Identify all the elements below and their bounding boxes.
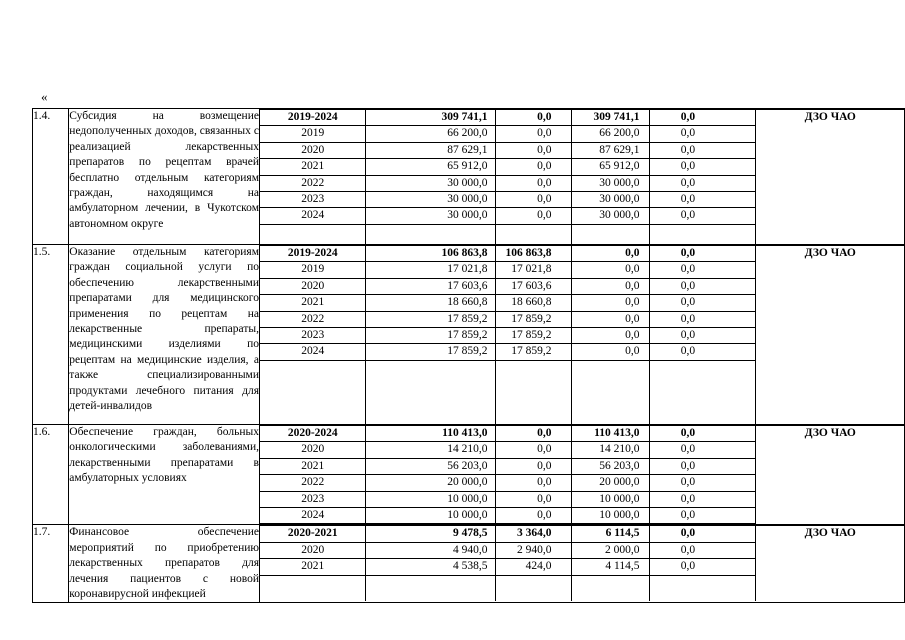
total-line <box>260 526 904 542</box>
amount-cell: 0,0 <box>650 526 756 542</box>
amount-cell: 0,0 <box>650 278 756 294</box>
responsible-agency: ДЗО ЧАО <box>756 246 904 425</box>
responsible-agency: ДЗО ЧАО <box>756 526 904 602</box>
total-line <box>260 246 904 262</box>
amount-cell: 0,0 <box>650 175 756 191</box>
amount-cell: 30 000,0 <box>366 175 496 191</box>
amount-cell: 0,0 <box>650 542 756 558</box>
amount-cell: 106 863,8 <box>496 246 572 262</box>
amount-cell: 10 000,0 <box>572 508 650 524</box>
period-cell: 2020-2024 <box>260 426 366 442</box>
period-cell: 2024 <box>260 208 366 224</box>
amount-cell: 0,0 <box>650 458 756 474</box>
amount-cell: 18 660,8 <box>496 295 572 311</box>
empty-cell <box>496 224 572 244</box>
amount-cell: 10 000,0 <box>366 508 496 524</box>
amount-cell: 30 000,0 <box>572 192 650 208</box>
amount-cell: 0,0 <box>650 159 756 175</box>
amount-cell: 0,0 <box>650 246 756 262</box>
amount-cell: 30 000,0 <box>572 175 650 191</box>
period-cell: 2021 <box>260 159 366 175</box>
period-cell: 2024 <box>260 344 366 360</box>
amount-cell: 106 863,8 <box>366 246 496 262</box>
amount-cell: 14 210,0 <box>366 442 496 458</box>
period-cell: 2019 <box>260 126 366 142</box>
amount-cell: 0,0 <box>650 328 756 344</box>
empty-cell <box>260 360 366 424</box>
amount-cell: 0,0 <box>496 192 572 208</box>
amount-cell: 0,0 <box>496 159 572 175</box>
empty-cell <box>260 224 366 244</box>
amount-cell: 0,0 <box>650 491 756 507</box>
period-cell: 2022 <box>260 311 366 327</box>
period-cell: 2020 <box>260 442 366 458</box>
amount-cell: 6 114,5 <box>572 526 650 542</box>
period-cell: 2019 <box>260 262 366 278</box>
amount-cell: 0,0 <box>496 491 572 507</box>
amount-cell: 4 114,5 <box>572 559 650 575</box>
amount-cell: 17 021,8 <box>366 262 496 278</box>
amount-cell: 0,0 <box>650 442 756 458</box>
financing-cells <box>259 425 904 525</box>
responsible-agency: ДЗО ЧАО <box>756 426 904 525</box>
amount-cell: 66 200,0 <box>366 126 496 142</box>
amount-cell: 65 912,0 <box>366 159 496 175</box>
amount-cell: 0,0 <box>496 208 572 224</box>
amount-cell: 30 000,0 <box>366 192 496 208</box>
amount-cell: 4 940,0 <box>366 542 496 558</box>
measure-number: 1.5. <box>33 245 69 425</box>
empty-cell <box>366 575 496 601</box>
empty-cell <box>496 575 572 601</box>
amount-cell: 20 000,0 <box>366 475 496 491</box>
period-cell: 2020 <box>260 142 366 158</box>
amount-cell: 17 859,2 <box>496 311 572 327</box>
amount-cell: 0,0 <box>572 311 650 327</box>
period-cell: 2023 <box>260 328 366 344</box>
amount-cell: 17 859,2 <box>496 328 572 344</box>
amount-cell: 0,0 <box>650 192 756 208</box>
amount-cell: 3 364,0 <box>496 526 572 542</box>
amount-cell: 0,0 <box>496 426 572 442</box>
period-cell: 2020 <box>260 542 366 558</box>
amount-cell: 17 859,2 <box>496 344 572 360</box>
amount-cell: 0,0 <box>650 311 756 327</box>
amount-cell: 0,0 <box>572 246 650 262</box>
measure-number: 1.6. <box>33 425 69 525</box>
amount-cell: 0,0 <box>572 262 650 278</box>
empty-cell <box>572 224 650 244</box>
amount-cell: 0,0 <box>650 110 756 126</box>
amount-cell: 65 912,0 <box>572 159 650 175</box>
empty-cell <box>496 360 572 424</box>
amount-cell: 17 859,2 <box>366 344 496 360</box>
total-line <box>260 110 904 126</box>
amount-cell: 0,0 <box>496 110 572 126</box>
amount-cell: 0,0 <box>650 344 756 360</box>
amount-cell: 0,0 <box>572 278 650 294</box>
amount-cell: 309 741,1 <box>366 110 496 126</box>
period-cell: 2020-2021 <box>260 526 366 542</box>
period-cell: 2024 <box>260 508 366 524</box>
amount-cell: 0,0 <box>650 208 756 224</box>
period-cell: 2023 <box>260 192 366 208</box>
measure-row <box>33 245 905 425</box>
empty-cell <box>366 360 496 424</box>
amount-cell: 0,0 <box>496 508 572 524</box>
amount-cell: 56 203,0 <box>366 458 496 474</box>
amount-cell: 0,0 <box>650 126 756 142</box>
period-cell: 2021 <box>260 458 366 474</box>
measure-row <box>33 109 905 245</box>
empty-cell <box>366 224 496 244</box>
empty-cell <box>572 360 650 424</box>
empty-cell <box>260 575 366 601</box>
empty-cell <box>572 575 650 601</box>
measure-row <box>33 425 905 525</box>
amount-cell: 0,0 <box>572 328 650 344</box>
amount-cell: 17 021,8 <box>496 262 572 278</box>
amount-cell: 0,0 <box>572 295 650 311</box>
period-cell: 2022 <box>260 475 366 491</box>
amount-cell: 66 200,0 <box>572 126 650 142</box>
measure-number: 1.7. <box>33 525 69 603</box>
amount-cell: 18 660,8 <box>366 295 496 311</box>
amount-cell: 424,0 <box>496 559 572 575</box>
amount-cell: 20 000,0 <box>572 475 650 491</box>
amount-cell: 17 603,6 <box>496 278 572 294</box>
amount-cell: 87 629,1 <box>572 142 650 158</box>
amount-cell: 14 210,0 <box>572 442 650 458</box>
opening-quote: « <box>41 89 48 104</box>
amount-cell: 0,0 <box>572 344 650 360</box>
amount-cell: 30 000,0 <box>366 208 496 224</box>
measure-name: Оказание отдельным категориям граждан социальной услуги по обеспечению лекарственными препаратами для медицинского применения по рецептам на лекарственные препараты, медицинскими изделиями по рецептам на медицинские изделия, а также специализированными продуктами лечебного питания для детей-инвалидов <box>69 245 260 425</box>
amount-cell: 309 741,1 <box>572 110 650 126</box>
amount-cell: 0,0 <box>650 426 756 442</box>
financing-cells <box>259 525 904 603</box>
measure-row <box>33 525 905 603</box>
period-cell: 2019-2024 <box>260 246 366 262</box>
amount-cell: 0,0 <box>650 508 756 524</box>
measure-number: 1.4. <box>33 109 69 245</box>
period-cell: 2022 <box>260 175 366 191</box>
amount-cell: 17 859,2 <box>366 311 496 327</box>
amount-cell: 87 629,1 <box>366 142 496 158</box>
amount-cell: 9 478,5 <box>366 526 496 542</box>
period-cell: 2019-2024 <box>260 110 366 126</box>
amount-cell: 110 413,0 <box>572 426 650 442</box>
amount-cell: 0,0 <box>496 458 572 474</box>
financing-cells <box>259 245 904 425</box>
measure-name: Субсидия на возмещение недополученных доходов, связанных с реализацией лекарственных препаратов по рецептам врачей бесплатно отдельным категориям граждан, находящимся на амбулаторном лечении, в Чукотском автономном округе <box>69 109 260 245</box>
period-cell: 2020 <box>260 278 366 294</box>
period-cell: 2021 <box>260 295 366 311</box>
amount-cell: 0,0 <box>496 175 572 191</box>
amount-cell: 0,0 <box>496 442 572 458</box>
amount-cell: 0,0 <box>496 475 572 491</box>
amount-cell: 10 000,0 <box>572 491 650 507</box>
amount-cell: 0,0 <box>650 475 756 491</box>
empty-cell <box>650 360 756 424</box>
amount-cell: 4 538,5 <box>366 559 496 575</box>
amount-cell: 0,0 <box>650 559 756 575</box>
program-measures-table <box>32 108 905 603</box>
amount-cell: 0,0 <box>496 126 572 142</box>
total-line <box>260 426 904 442</box>
amount-cell: 0,0 <box>650 262 756 278</box>
empty-cell <box>650 575 756 601</box>
amount-cell: 17 603,6 <box>366 278 496 294</box>
amount-cell: 17 859,2 <box>366 328 496 344</box>
amount-cell: 56 203,0 <box>572 458 650 474</box>
responsible-agency: ДЗО ЧАО <box>756 110 904 245</box>
amount-cell: 10 000,0 <box>366 491 496 507</box>
empty-cell <box>650 224 756 244</box>
amount-cell: 0,0 <box>496 142 572 158</box>
period-cell: 2023 <box>260 491 366 507</box>
measure-name: Обеспечение граждан, больных онкологическими заболеваниями, лекарственными препаратами в амбулаторных условиях <box>69 425 260 525</box>
period-cell: 2021 <box>260 559 366 575</box>
amount-cell: 2 940,0 <box>496 542 572 558</box>
amount-cell: 0,0 <box>650 142 756 158</box>
amount-cell: 0,0 <box>650 295 756 311</box>
amount-cell: 2 000,0 <box>572 542 650 558</box>
financing-cells <box>259 109 904 245</box>
amount-cell: 30 000,0 <box>572 208 650 224</box>
measure-name: Финансовое обеспечение мероприятий по приобретению лекарственных препаратов для лечения пациентов с новой коронавирусной инфекцией <box>69 525 260 603</box>
amount-cell: 110 413,0 <box>366 426 496 442</box>
